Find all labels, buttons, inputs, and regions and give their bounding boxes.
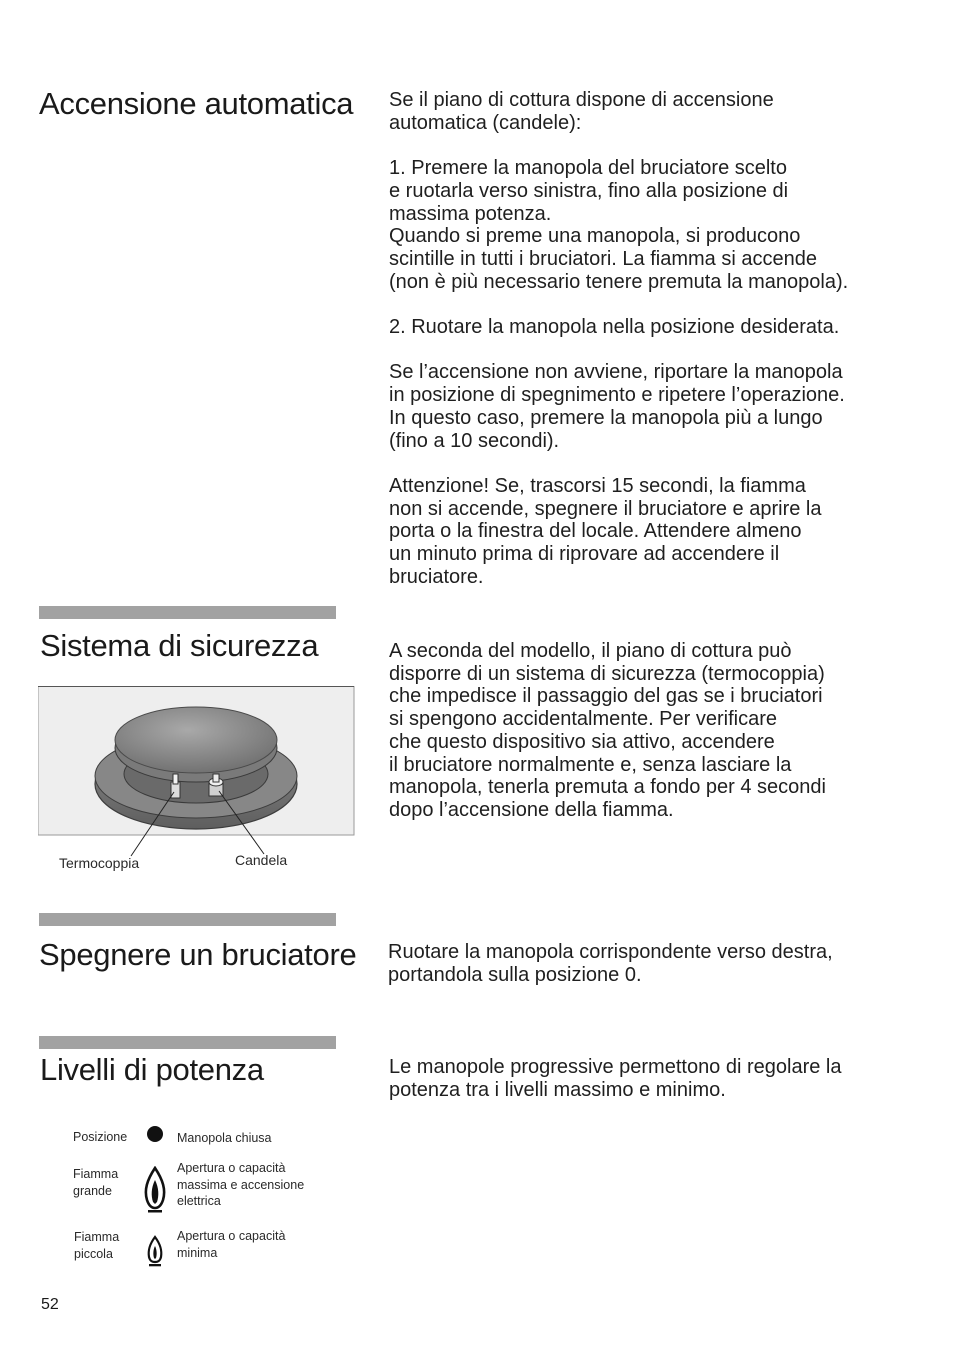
text-line: Se il piano di cottura dispone di accensione <box>389 89 774 111</box>
text-line: Apertura o capacità <box>177 1229 286 1243</box>
text-line: piccola <box>74 1246 113 1261</box>
text-line: In questo caso, premere la manopola più a lungo <box>389 406 823 429</box>
text-line: Attenzione! Se, trascorsi 15 secondi, la fiamma <box>389 474 806 497</box>
text-line: manopola, tenerla premuta a fondo per 4 secondi <box>389 776 826 799</box>
text-line: in posizione di spegnimento e ripetere l’operazione. <box>389 384 845 407</box>
text-line: potenza tra i livelli massimo e minimo. <box>389 1078 726 1101</box>
burner-illustration <box>38 686 356 876</box>
legend-description <box>177 1228 285 1261</box>
text-line: dopo l’accensione della fiamma. <box>389 798 674 821</box>
text-line: si spengono accidentalmente. Per verificare <box>389 708 777 731</box>
text-line: portandola sulla posizione 0. <box>388 963 642 986</box>
text-line: scintille in tutti i bruciatori. La fiamma si accende <box>389 247 817 270</box>
text-line: Ruotare la manopola corrispondente verso destra, <box>388 941 833 963</box>
power-levels-text <box>389 1056 909 1101</box>
label-thermocouple: Termocoppia <box>59 855 140 871</box>
text-line: Manopola chiusa <box>177 1131 272 1145</box>
text-line: Le manopole progressive permettono di regolare la <box>389 1056 842 1078</box>
legend-position-label <box>73 1166 118 1199</box>
text-line: minima <box>177 1245 218 1260</box>
heading-auto-ignition: Accensione automatica <box>39 86 354 121</box>
paragraph <box>389 316 909 339</box>
text-line: disporre di un sistema di sicurezza (termocoppia) <box>389 662 825 685</box>
text-line: e ruotarla verso sinistra, fino alla posizione di <box>389 179 789 202</box>
paragraph <box>389 157 909 293</box>
heading-power-levels: Livelli di potenza <box>40 1052 264 1087</box>
text-line: porta o la finestra del locale. Attendere almeno <box>389 520 802 543</box>
legend-position-label <box>74 1229 119 1262</box>
section-divider <box>39 913 336 926</box>
text-line: A seconda del modello, il piano di cottura può <box>389 640 792 662</box>
paragraph <box>389 361 909 452</box>
text-line: bruciatore. <box>389 565 484 588</box>
section-divider <box>39 1036 336 1049</box>
filled-circle-icon <box>145 1125 165 1145</box>
text-line: Posizione <box>73 1130 128 1144</box>
text-line: 1. Premere la manopola del bruciatore scelto <box>389 157 787 180</box>
auto-ignition-text <box>389 89 909 588</box>
page-number: 52 <box>41 1296 59 1313</box>
text-line: massima e accensione <box>177 1177 305 1192</box>
legend-position-label <box>73 1129 127 1146</box>
turn-off-text <box>388 941 908 986</box>
text-line: un minuto prima di riprovare ad accendere il <box>389 543 780 565</box>
legend-description <box>177 1160 304 1210</box>
section-divider <box>39 606 336 619</box>
label-spark-plug: Candela <box>235 852 288 868</box>
small-flame-icon <box>146 1235 164 1269</box>
text-line: 2. Ruotare la manopola nella posizione desiderata. <box>389 316 840 338</box>
heading-safety-system: Sistema di sicurezza <box>40 628 319 663</box>
text-line: Quando si preme una manopola, si producono <box>389 225 801 248</box>
text-line: Fiamma <box>73 1167 119 1181</box>
text-line: il bruciatore normalmente e, senza lasciare la <box>389 753 792 776</box>
paragraph <box>389 89 909 134</box>
large-flame-icon <box>143 1166 167 1214</box>
text-line: automatica (candele): <box>389 111 582 134</box>
text-line: Apertura o capacità <box>177 1161 286 1175</box>
text-line: Fiamma <box>74 1230 120 1244</box>
text-line: (non è più necessario tenere premuta la manopola). <box>389 270 849 293</box>
text-line: massima potenza. <box>389 202 552 225</box>
text-line: che impedisce il passaggio del gas se i bruciatori <box>389 685 823 708</box>
text-line: che questo dispositivo sia attivo, accendere <box>389 730 775 753</box>
text-line: non si accende, spegnere il bruciatore e aprire la <box>389 497 822 520</box>
text-line: Se l’accensione non avviene, riportare la manopola <box>389 361 843 384</box>
legend-description <box>177 1130 272 1147</box>
text-line: (fino a 10 secondi). <box>389 429 560 452</box>
text-line: grande <box>73 1183 112 1198</box>
text-line: elettrica <box>177 1194 221 1208</box>
heading-turn-off-burner: Spegnere un bruciatore <box>39 937 357 972</box>
safety-text <box>389 640 909 822</box>
paragraph <box>389 475 909 589</box>
